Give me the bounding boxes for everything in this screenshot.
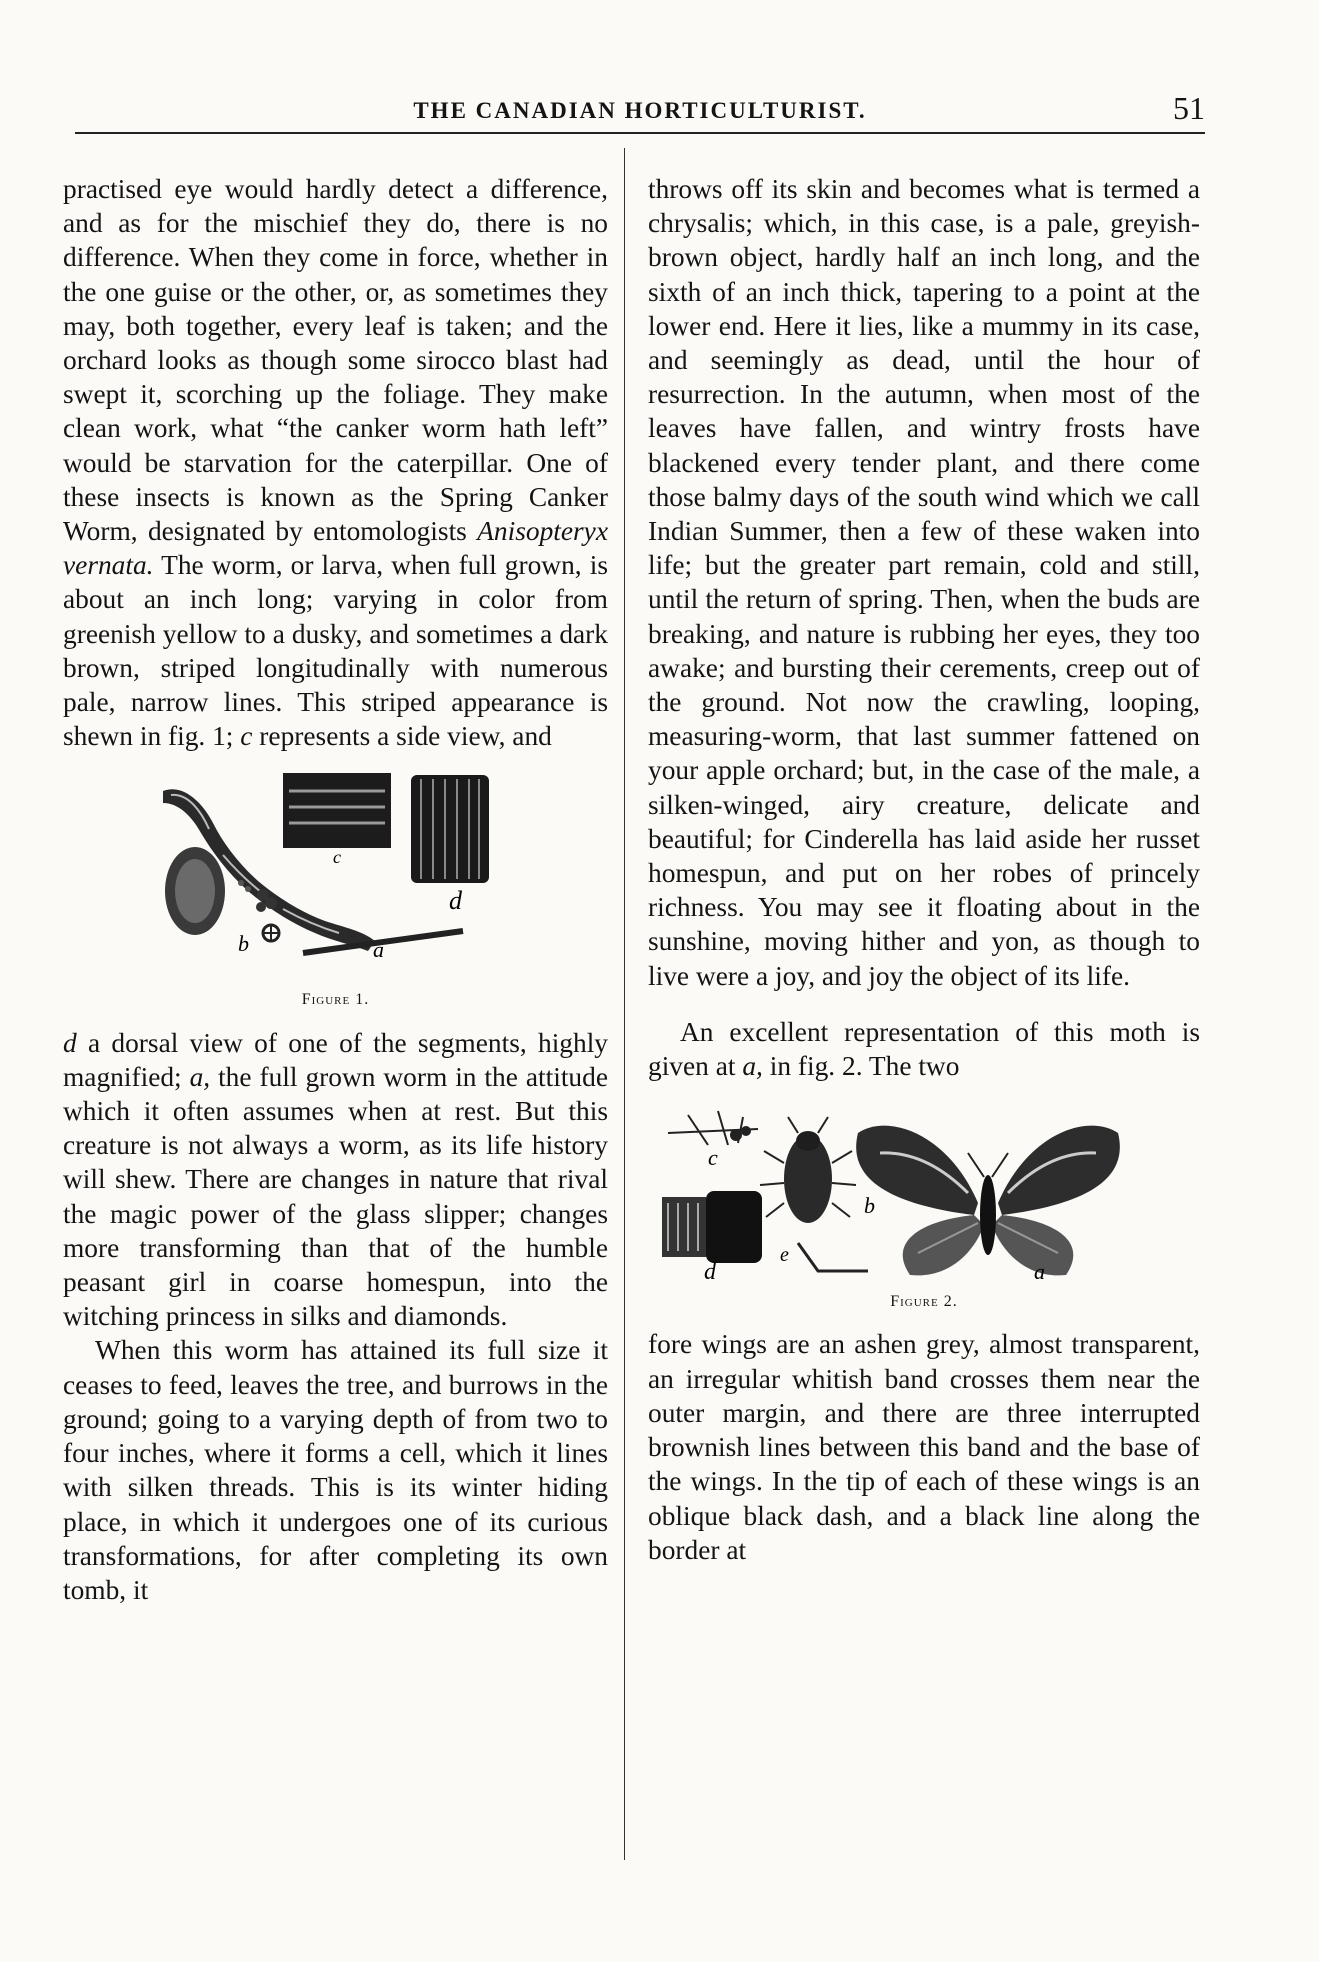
left-paragraph-3: When this worm has attained its full size it ceases to feed, leaves the tree, and burrows in the ground; going to a varying depth of from two to four inches, where it forms a cell, which it lines with silken threads. This is its winter hiding place, in which it undergoes one of its curious transformations, for after completing its own tomb, it (63, 1335, 608, 1605)
figure-1-label-d: d (449, 886, 462, 916)
figure-2-label-b: b (864, 1193, 875, 1219)
figure-1-caption: Figure 1. (301, 991, 370, 1009)
figure-1-label-b: b (238, 931, 249, 957)
canker-worm-illustration (63, 763, 608, 981)
left-paragraph-1: practised eye would hardly detect a difference, and as for the mischief they do, there is no difference. When they come in force, whether in the one guise or the other, or, as sometimes they may, both together, every leaf is taken; and the orchard looks as though some sirocco blast had swept it, scorching up the foliage. They make clean work, what “the canker worm hath left” would be starvation for the caterpillar. One of these insects is known as the Spring Canker Worm, designated by entomologists Anisopteryx vernata. The worm, or larva, when full grown, is about an inch long; varying in color from greenish yellow to a dusky, and sometimes a dark brown, striped longitudinally with numerous pale, narrow lines. This striped appearance is shewn in fig. 1; c represents a side view, and (63, 174, 608, 752)
canker-moth-illustration (648, 1093, 1200, 1283)
figure-2-label-d: d (704, 1259, 716, 1284)
species-name: Anisopteryx vernata. (63, 516, 608, 581)
figure-1-label-a: a (373, 937, 384, 963)
column-divider (624, 148, 625, 1860)
right-paragraph-2: An excellent representation of this moth is given at a, in fig. 2. The two (648, 1016, 1200, 1082)
figure-2-label-e: e (780, 1244, 789, 1267)
figure-1-label-c: c (333, 847, 341, 868)
running-title: THE CANADIAN HORTICULTURIST. (413, 98, 867, 123)
figure-2-label-a: a (1034, 1259, 1045, 1284)
right-column (648, 172, 1200, 1567)
right-paragraph-3: fore wings are an ashen grey, almost transparent, an irregular whitish band crosses them near the outer margin, and there are three interrupted brownish lines between this band and the base of the wings. In the tip of each of these wings is an oblique black dash, and a black line along the border at (648, 1329, 1200, 1565)
figure-1 (63, 763, 608, 1017)
figure-2-caption: Figure 2. (890, 1293, 958, 1311)
left-paragraph-2: d a dorsal view of one of the segments, highly magnified; a, the full grown worm in the attitude which it often assumes when at rest. But this creature is not always a worm, as its life history will shew. There are changes in nature that rival the magic power of the glass slipper; changes more transforming than that of the humble peasant girl in coarse homespun, into the witching princess in silks and diamonds. (63, 1027, 608, 1332)
left-column (63, 172, 608, 1607)
figure-2-label-c: c (708, 1145, 718, 1171)
header-rule (75, 132, 1205, 134)
right-paragraph-1: throws off its skin and becomes what is termed a chrysalis; which, in this case, is a pale, greyish-brown object, hardly half an inch long, and the sixth of an inch thick, tapering to a point at the lower end. Here it lies, like a mummy in its case, and seemingly as dead, until the hour of resurrection. In the autumn, when most of the leaves have fallen, and wintry frosts have blackened every tender plant, and there come those balmy days of the south wind which we call Indian Summer, then a few of these waken into life; but the greater part remain, cold and still, until the return of spring. Then, when the buds are breaking, and nature is rubbing her eyes, they too awake; and bursting their cerements, creep out of the ground. Not now the crawling, looping, measuring-worm, that last summer fattened on your apple orchard; but, in the case of the male, a silken-winged, airy creature, delicate and beautiful; for Cinderella has laid aside her russet homespun, and put on her robes of princely richness. You may see it floating about in the sunshine, moving hither and yon, as though to live were a joy, and joy the object of its life. (648, 174, 1200, 991)
page-header (75, 90, 1205, 136)
figure-2 (648, 1093, 1200, 1319)
page-number: 51 (1173, 90, 1205, 126)
